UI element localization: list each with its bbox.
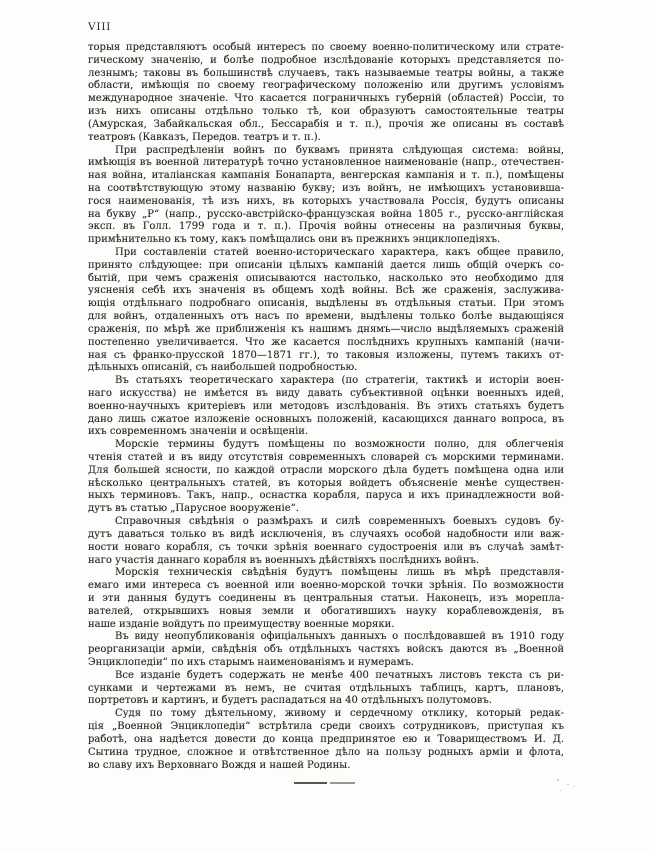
paragraph <box>88 247 564 375</box>
scan-speck <box>567 784 569 785</box>
text-line: портретовъ и картинъ, и будетъ распадаться на 40 отдѣльныхъ полутомовъ. <box>88 695 492 707</box>
text-line: области, имѣющія по своему географическому положенію или другимъ условіямъ <box>88 80 564 92</box>
end-of-text-rule <box>294 782 355 784</box>
paragraph <box>88 516 564 567</box>
text-line: гическому значенію, и болѣе подробное изслѣдованіе которыхъ представляется по- <box>88 54 564 66</box>
paragraph <box>88 42 564 145</box>
scan-speck <box>560 790 561 791</box>
text-line: наго искусства) не имѣется въ виду давать субъективной оцѣнки военныхъ идей, <box>88 387 564 399</box>
text-line: При распредѣленіи войнъ по буквамъ принята слѣдующая система: войны, <box>115 144 564 156</box>
text-line: Морскіе термины будутъ помѣщены по возможности полно, для облегченія <box>115 439 564 451</box>
text-line: сраженія, по мѣрѣ же приближенія къ нашимъ днямъ—число выдѣляемыхъ сраженій <box>88 323 564 335</box>
text-line: торыя представляютъ особый интересъ по своему военно-политическому или страте- <box>88 42 564 53</box>
text-line: При составленіи статей военно-историческаго характера, какъ общее правило, <box>115 247 564 258</box>
paragraph <box>88 567 564 631</box>
paragraph <box>88 375 564 439</box>
rule-segment <box>294 782 327 784</box>
text-line: имѣющія въ военной литературѣ точно установленное наименованіе (напр., отечествен- <box>88 157 564 169</box>
text-line: постепенно увеличивается. Что же касается послѣднихъ крупныхъ кампаній (начи- <box>88 336 564 348</box>
text-line: на соотвѣтствующую этому названію букву; изъ войнъ, не имѣющихъ установивша- <box>88 182 564 194</box>
paragraph <box>88 708 564 772</box>
text-line: работѣ, она надѣется довести до конца предпринятое ею и Товариществомъ И. Д. <box>88 733 564 745</box>
text-line: дутъ въ статью „Парусное вооруженіе“. <box>88 503 299 515</box>
paragraph <box>88 670 564 708</box>
text-line: на букву „Р“ (напр., русско-австрійско-французская война 1805 г., русско-англійская <box>88 208 564 220</box>
scan-speck <box>574 785 575 787</box>
text-line: ности новаго корабля, съ точки зрѣнія военнаго судостроенія или въ случаѣ замѣт- <box>88 541 564 553</box>
text-line: принято слѣдующее: при описаніи цѣлыхъ кампаній дается лишь общій очеркъ со- <box>88 259 564 271</box>
text-line: Морскія техническія свѣдѣнія будутъ помѣщены лишь въ мѣрѣ представля- <box>115 567 564 579</box>
text-line: (Амурская, Забайкальская обл., Бессарабія и т. п.), прочія же описаны въ составѣ <box>88 118 564 130</box>
text-line: ныхъ терминовъ. Такъ, напр., оснастка корабля, паруса и ихъ принадлежности вой- <box>88 490 564 502</box>
text-line: дутъ даваться только въ видѣ исключенія, въ случаяхъ особой надобности или важ- <box>88 528 564 540</box>
text-line: Все изданіе будетъ содержать не менѣе 400 печатныхъ листовъ текста съ ри- <box>115 669 564 681</box>
text-line: нѣсколько центральныхъ статей, въ которыя войдетъ объясненіе менѣе существен- <box>88 477 564 489</box>
text-line: ная война, италіанская кампанія Бонапарта, венгерская кампанія и т. п.), помѣщены <box>88 170 564 182</box>
text-line: изъ нихъ описаны отдѣльно только тѣ, кои образуютъ самостоятельные театры <box>88 106 564 118</box>
text-line: дано лишь сжатое изложеніе основныхъ положеній, касающихся даннаго вопроса, въ <box>88 413 564 425</box>
text-line: международное значеніе. Что касается пограничныхъ губерній (областей) Россіи, то <box>88 93 564 105</box>
text-line: и эти данныя будутъ соединены въ центральныя статьи. Наконецъ, изъ морепла- <box>88 592 564 604</box>
text-line: Судя по тому дѣятельному, живому и сердечному отклику, который редак- <box>115 708 564 720</box>
text-line: военно-научныхъ критеріевъ или методовъ изслѣдованія. Въ этихъ статьяхъ будетъ <box>88 400 564 412</box>
text-line: ная съ франко-прусской 1870—1871 гг.), то таковыя изложены, путемъ такихъ от- <box>88 349 564 361</box>
text-line: Для большей ясности, по каждой отрасли морского дѣла будетъ помѣщена одна или <box>88 464 564 476</box>
text-line: наго участія даннаго корабля въ военныхъ дѣйствіяхъ послѣднихъ войнъ. <box>88 554 480 566</box>
text-line: реорганизаціи арміи, свѣдѣнія объ отдѣльныхъ частяхъ войскъ даются въ „Военной <box>88 644 564 656</box>
scan-speck <box>557 779 559 781</box>
paragraph <box>88 145 564 248</box>
text-line: ція „Военной Энциклопедіи“ встрѣтила среди своихъ сотрудниковъ, приступая къ <box>88 721 564 733</box>
text-line: Въ статьяхъ теоретическаго характера (по стратегіи, тактикѣ и исторіи воен- <box>115 375 564 387</box>
text-line: уясненія себѣ ихъ значенія въ общемъ ходѣ войны. Всѣ же сраженія, заслужива- <box>88 285 564 297</box>
rule-segment <box>330 782 355 784</box>
text-line: гося наименованія, тѣ изъ нихъ, въ которыхъ участвовала Россія, будутъ описаны <box>88 195 564 207</box>
text-line: ющія отдѣльнаго подробнаго описанія, выдѣлены въ отдѣльныя статьи. При этомъ <box>88 298 564 310</box>
text-line: эксп. въ Голл. 1799 года и т. п.). Прочія войны отнесены на различныя буквы, <box>88 221 564 233</box>
text-line: театровъ (Кавказъ, Передов. театръ и т. п.). <box>88 131 321 143</box>
text-line: емаго ими интереса съ военной или военно-морской точки зрѣнія. По возможности <box>88 580 564 592</box>
text-line: для войнъ, отдаленныхъ отъ насъ по времени, выдѣлены только болѣе выдающіяся <box>88 311 564 323</box>
text-line: сунками и чертежами въ немъ, не считая отдѣльныхъ таблицъ, картъ, плановъ, <box>88 682 564 694</box>
text-block <box>88 42 564 772</box>
text-line: чтенія статей и въ виду отсутствія современныхъ словарей съ морскими терминами. <box>88 452 564 463</box>
text-line: примѣнительно къ тому, какъ помѣщались они въ прежнихъ энциклопедіяхъ. <box>88 234 501 246</box>
text-line: ихъ современномъ значеніи и освѣщеніи. <box>88 426 309 438</box>
text-line: дѣльныхъ описаній, съ наибольшей подробностью. <box>88 362 358 374</box>
paragraph <box>88 631 564 669</box>
text-line: Сытина трудное, сложное и отвѣтственное дѣло на пользу родныхъ арміи и флота, <box>88 746 564 758</box>
text-line: вателей, открывшихъ новыя земли и обогатившихъ науку кораблевожденія, въ <box>88 605 564 617</box>
text-line: Справочныя свѣдѣнія о размѣрахъ и силѣ современныхъ боевыхъ судовъ бу- <box>115 516 564 528</box>
text-line: Энциклопедіи“ по ихъ старымъ наименованіямъ и нумерамъ. <box>88 657 414 668</box>
text-line: во славу ихъ Верховнаго Вождя и нашей Родины. <box>88 759 351 771</box>
text-line: наше изданіе войдутъ по преимуществу военные моряки. <box>88 618 395 630</box>
page-number: VIII <box>88 21 112 33</box>
text-line: лезнымъ; таковы въ большинствѣ случаевъ, такъ называемые театры войны, а также <box>88 67 564 79</box>
text-line: Въ виду неопубликованія офиціальныхъ данныхъ о послѣдовавшей въ 1910 году <box>115 631 564 643</box>
text-line: бытій, при чемъ сраженія описываются настолько, насколько это необходимо для <box>88 272 564 284</box>
paragraph <box>88 439 564 516</box>
